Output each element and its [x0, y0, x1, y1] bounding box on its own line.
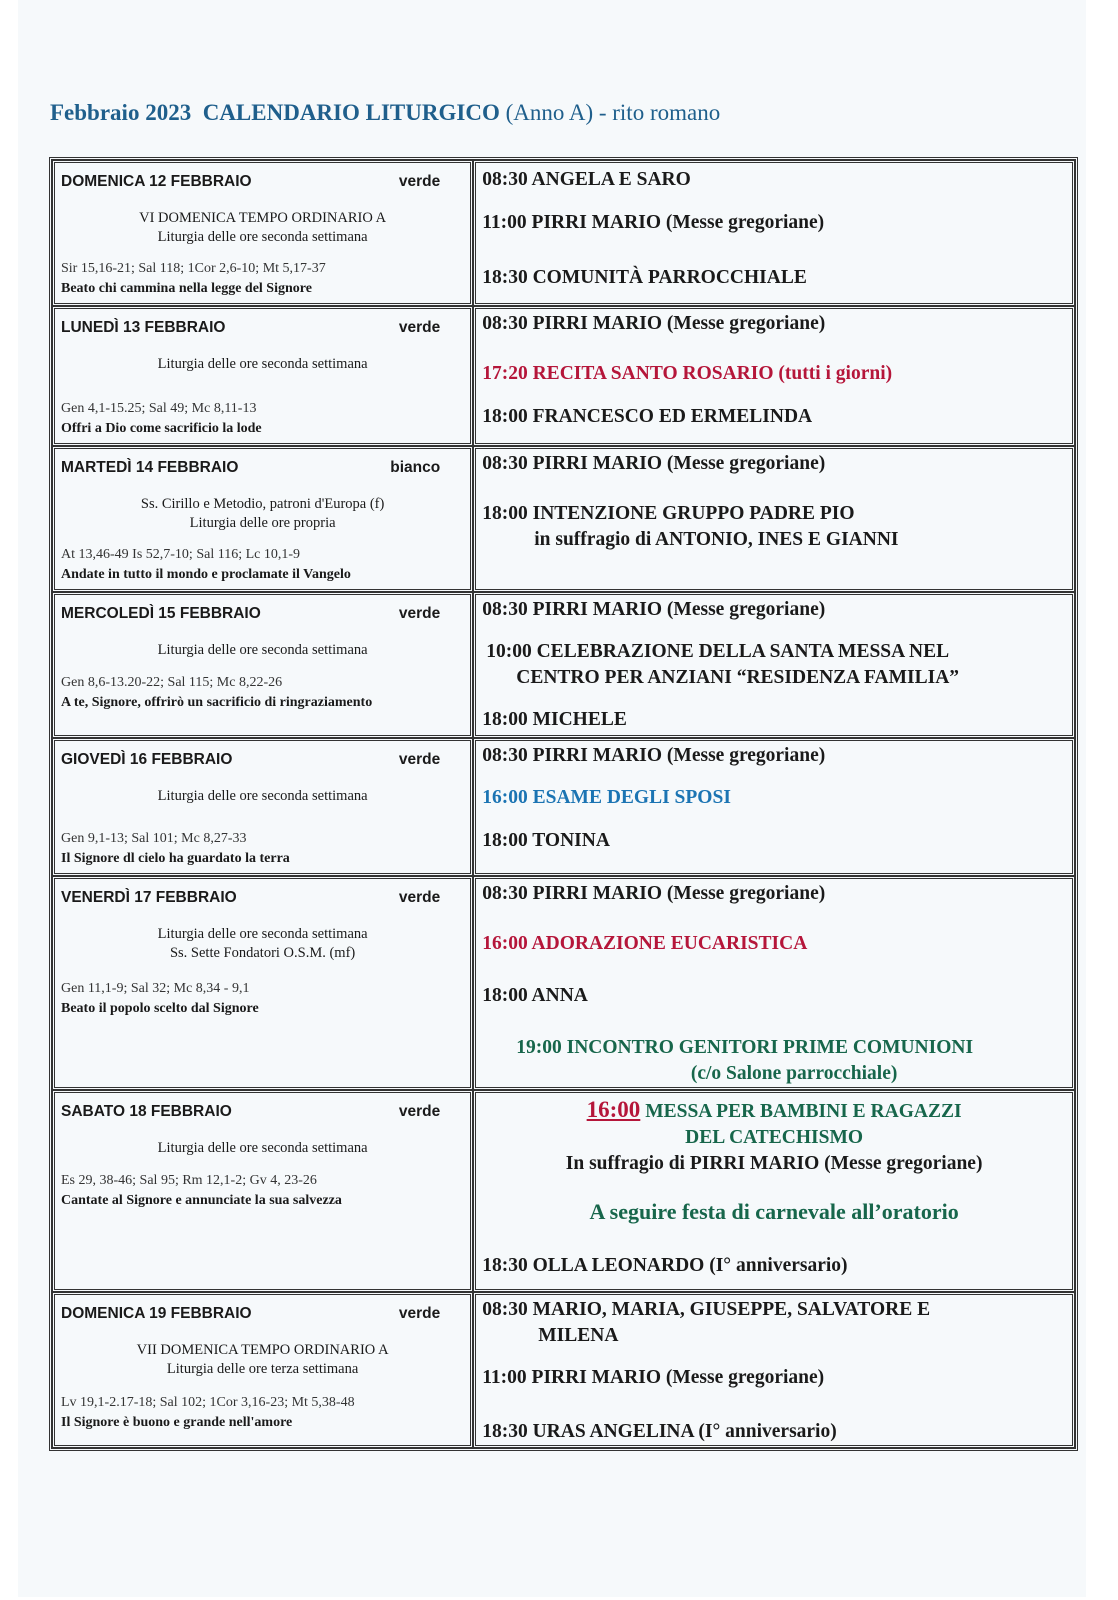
readings: Gen 8,6-13.20-22; Sal 115; Mc 8,22-26 [61, 675, 283, 690]
day-line: Liturgia delle ore seconda settimana [157, 642, 368, 658]
readings: Lv 19,1-2.17-18; Sal 102; 1Cor 3,16-23; Mt 5,38-48 [61, 1395, 355, 1410]
readings: Gen 4,1-15.25; Sal 49; Mc 8,11-13 [61, 401, 257, 416]
event-highlight: 16:00 ESAME DEGLI SPOSI [482, 787, 731, 808]
day-row [52, 160, 1075, 306]
day-events [473, 1292, 1075, 1448]
readings: Es 29, 38-46; Sal 95; Rm 12,1-2; Gv 4, 23-26 [61, 1173, 317, 1188]
day-info [52, 876, 473, 1090]
day-name: MARTEDÌ 14 FEBBRAIO [61, 459, 239, 476]
event: 18:00 MICHELE [482, 709, 627, 730]
day-line: VII DOMENICA TEMPO ORDINARIO A [136, 1342, 389, 1358]
page-title [50, 100, 720, 126]
day-events [473, 592, 1075, 738]
day-info [52, 306, 473, 446]
day-row [52, 306, 1075, 446]
day-line: Liturgia delle ore seconda settimana [157, 1140, 368, 1156]
event: 08:30 PIRRI MARIO (Messe gregoriane) [482, 883, 826, 904]
page [18, 0, 1086, 1597]
title-month: Febbraio 2023 [50, 100, 192, 125]
event: 08:30 ANGELA E SARO [482, 169, 691, 190]
day-line: Liturgia delle ore terza settimana [166, 1361, 359, 1377]
readings: Sir 15,16-21; Sal 118; 1Cor 2,6-10; Mt 5,17-37 [61, 261, 326, 276]
verse: Cantate al Signore e annunciate la sua salvezza [61, 1193, 342, 1208]
event-time: 16:00 [586, 1097, 641, 1122]
liturgical-color: bianco [390, 459, 441, 476]
event-carnival: A seguire festa di carnevale all’oratorio [589, 1199, 959, 1224]
event: 18:30 URAS ANGELINA (I° anniversario) [482, 1421, 837, 1442]
event-detail: CENTRO PER ANZIANI “RESIDENZA FAMILIA” [516, 667, 960, 688]
calendar-table [49, 157, 1078, 1451]
liturgical-color: verde [398, 173, 441, 190]
event: 08:30 PIRRI MARIO (Messe gregoriane) [482, 745, 826, 766]
day-row [52, 876, 1075, 1090]
liturgical-color: verde [398, 889, 441, 906]
day-events [473, 446, 1075, 592]
event: 08:30 MARIO, MARIA, GIUSEPPE, SALVATORE E [482, 1299, 931, 1320]
day-line: Liturgia delle ore seconda settimana [157, 356, 368, 372]
readings: Gen 9,1-13; Sal 101; Mc 8,27-33 [61, 831, 247, 846]
event-detail: In suffragio di PIRRI MARIO (Messe gregoriane) [565, 1153, 983, 1174]
day-row [52, 1090, 1075, 1292]
day-line: Liturgia delle ore seconda settimana [157, 788, 368, 804]
liturgical-color: verde [398, 751, 441, 768]
day-line: Ss. Sette Fondatori O.S.M. (mf) [169, 945, 356, 961]
day-name: SABATO 18 FEBBRAIO [61, 1103, 232, 1120]
verse: A te, Signore, offrirò un sacrificio di ringraziamento [61, 695, 373, 710]
day-row [52, 1292, 1075, 1448]
day-info [52, 160, 473, 306]
day-row [52, 446, 1075, 592]
event: 08:30 PIRRI MARIO (Messe gregoriane) [482, 599, 826, 620]
event: 18:00 ANNA [482, 985, 588, 1006]
event-rosary: 17:20 RECITA SANTO ROSARIO (tutti i giorni) [482, 363, 893, 384]
liturgical-color: verde [398, 605, 441, 622]
liturgical-color: verde [398, 1305, 441, 1322]
day-row [52, 738, 1075, 876]
day-name: DOMENICA 19 FEBBRAIO [61, 1305, 252, 1322]
event: 08:30 PIRRI MARIO (Messe gregoriane) [482, 453, 826, 474]
verse: Beato il popolo scelto dal Signore [61, 1001, 259, 1016]
liturgical-color: verde [398, 1103, 441, 1120]
day-line: Liturgia delle ore propria [189, 515, 336, 531]
day-events [473, 306, 1075, 446]
event: 18:00 INTENZIONE GRUPPO PADRE PIO [482, 503, 855, 524]
event-meeting: 19:00 INCONTRO GENITORI PRIME COMUNIONI [516, 1037, 974, 1058]
verse: Il Signore è buono e grande nell'amore [61, 1415, 293, 1430]
day-name: LUNEDÌ 13 FEBBRAIO [61, 319, 226, 336]
readings: Gen 11,1-9; Sal 32; Mc 8,34 - 9,1 [61, 981, 250, 996]
day-name: VENERDÌ 17 FEBBRAIO [61, 889, 237, 906]
day-line: VI DOMENICA TEMPO ORDINARIO A [139, 210, 387, 226]
event: DEL CATECHISMO [685, 1127, 864, 1148]
day-line: Ss. Cirillo e Metodio, patroni d'Europa (f) [140, 496, 385, 512]
title-main: CALENDARIO LITURGICO [202, 100, 500, 125]
event: 11:00 PIRRI MARIO (Messe gregoriane) [482, 1367, 825, 1388]
day-name: GIOVEDÌ 16 FEBBRAIO [61, 751, 233, 768]
readings: At 13,46-49 Is 52,7-10; Sal 116; Lc 10,1-9 [61, 547, 301, 562]
verse: Offri a Dio come sacrificio la lode [61, 421, 262, 436]
event-detail: MILENA [538, 1325, 619, 1346]
event-detail: in suffragio di ANTONIO, INES E GIANNI [534, 529, 899, 550]
day-events [473, 160, 1075, 306]
event: 18:00 FRANCESCO ED ERMELINDA [482, 406, 813, 427]
event: 11:00 PIRRI MARIO (Messe gregoriane) [482, 212, 825, 233]
event: 18:00 TONINA [482, 830, 610, 851]
day-info [52, 1292, 473, 1448]
verse: Beato chi cammina nella legge del Signore [61, 281, 312, 296]
event: 08:30 PIRRI MARIO (Messe gregoriane) [482, 313, 826, 334]
verse: Il Signore dl cielo ha guardato la terra [61, 851, 290, 866]
title-paren: (Anno A) - rito romano [505, 100, 721, 125]
day-name: DOMENICA 12 FEBBRAIO [61, 173, 252, 190]
day-events [473, 1090, 1075, 1292]
day-info [52, 1090, 473, 1292]
day-events [473, 876, 1075, 1090]
event-adoration: 16:00 ADORAZIONE EUCARISTICA [482, 933, 808, 954]
event: 18:30 COMUNITÀ PARROCCHIALE [482, 267, 807, 288]
liturgical-color: verde [398, 319, 441, 336]
day-line: Liturgia delle ore seconda settimana [157, 926, 368, 942]
day-info [52, 592, 473, 738]
day-events [473, 738, 1075, 876]
verse: Andate in tutto il mondo e proclamate il Vangelo [61, 567, 351, 582]
day-line: Liturgia delle ore seconda settimana [157, 229, 368, 245]
event: 18:30 OLLA LEONARDO (I° anniversario) [482, 1255, 848, 1276]
event: 10:00 CELEBRAZIONE DELLA SANTA MESSA NEL [486, 641, 950, 662]
day-name: MERCOLEDÌ 15 FEBBRAIO [61, 605, 261, 622]
day-info [52, 738, 473, 876]
day-info [52, 446, 473, 592]
event-detail: (c/o Salone parrocchiale) [690, 1063, 898, 1084]
event: MESSA PER BAMBINI E RAGAZZI [645, 1101, 962, 1122]
day-row [52, 592, 1075, 738]
